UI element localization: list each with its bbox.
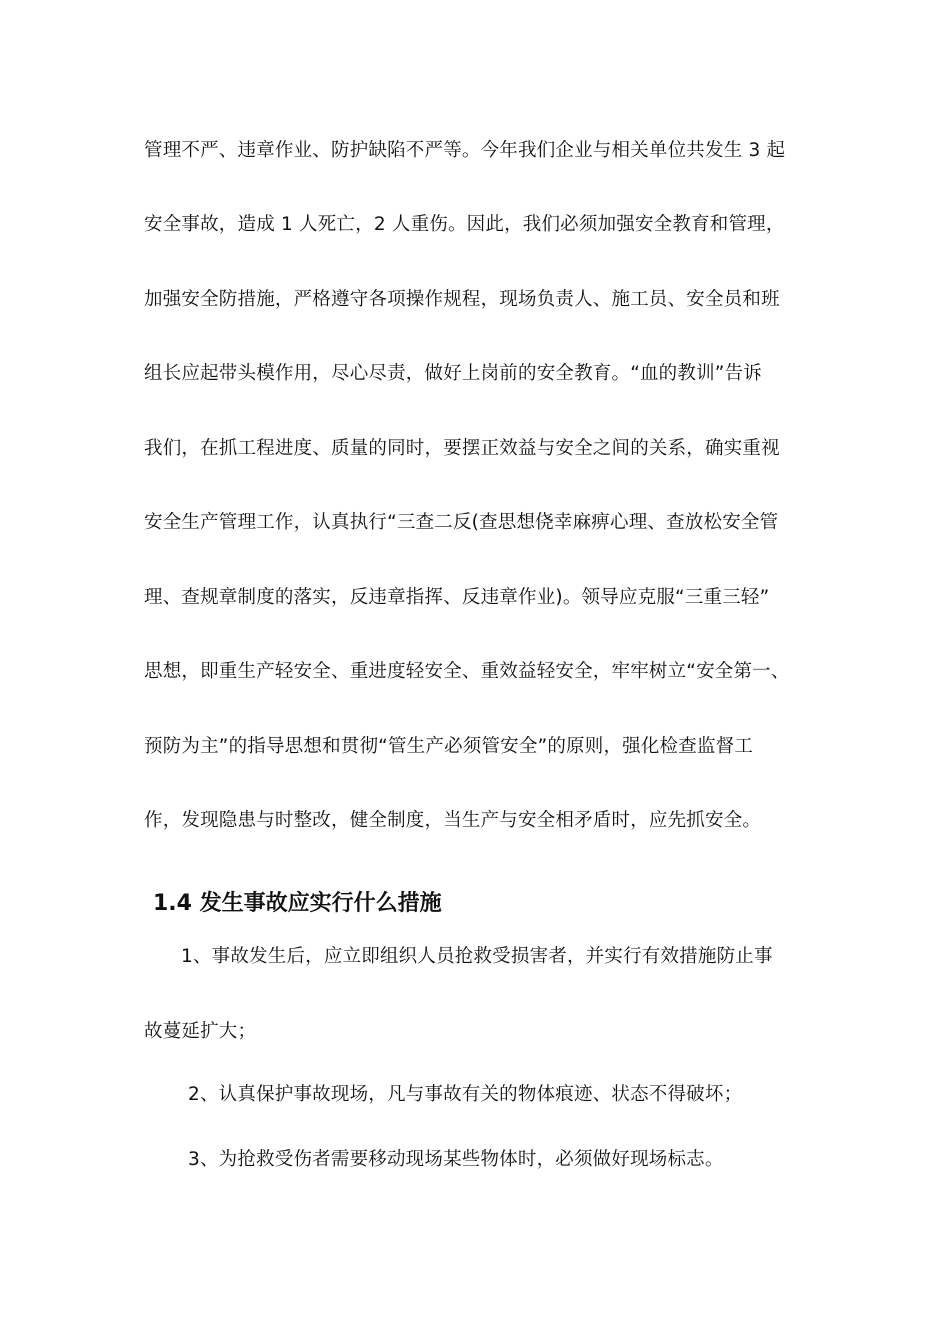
body-line-1: 管理不严、违章作业、防护缺陷不严等。今年我们企业与相关单位共发生 3 起	[144, 140, 786, 161]
body-line-2: 安全事故，造成 1 人死亡，2 人重伤。因此，我们必须加强安全教育和管理，	[144, 214, 785, 235]
body-line-5: 我们，在抓工程进度、质量的同时，要摆正效益与安全之间的关系，确实重视	[144, 438, 780, 459]
body-line-3: 加强安全防措施，严格遵守各项操作规程，现场负责人、施工员、安全员和班	[144, 289, 780, 310]
measure-item-1-continued: 故蔓延扩大；	[144, 1021, 257, 1042]
body-line-7: 理、查规章制度的落实，反违章指挥、反违章作业)。领导应克服“三重三轻”	[144, 587, 770, 608]
body-line-9: 预防为主”的指导思想和贯彻“管生产必须管安全”的原则，强化检查监督工	[144, 736, 754, 757]
section-heading: 1.4 发生事故应实行什么措施	[153, 891, 442, 916]
measure-item-3: 3、为抢救受伤者需要移动现场某些物体时，必须做好现场标志。	[188, 1149, 724, 1170]
body-line-10: 作，发现隐患与时整改，健全制度，当生产与安全相矛盾时，应先抓安全。	[144, 810, 762, 831]
body-line-4: 组长应起带头模作用，尽心尽责，做好上岗前的安全教育。“血的教训”告诉	[144, 363, 762, 384]
body-line-6: 安全生产管理工作，认真执行“三查二反(查思想侥幸麻痹心理、查放松安全管	[144, 512, 779, 533]
body-line-8: 思想，即重生产轻安全、重进度轻安全、重效益轻安全，牢牢树立“安全第一、	[144, 661, 790, 682]
measure-item-1: 1、事故发生后，应立即组织人员抢救受损害者，并实行有效措施防止事	[181, 946, 773, 967]
measure-item-2: 2、认真保护事故现场，凡与事故有关的物体痕迹、状态不得破坏；	[188, 1084, 743, 1105]
